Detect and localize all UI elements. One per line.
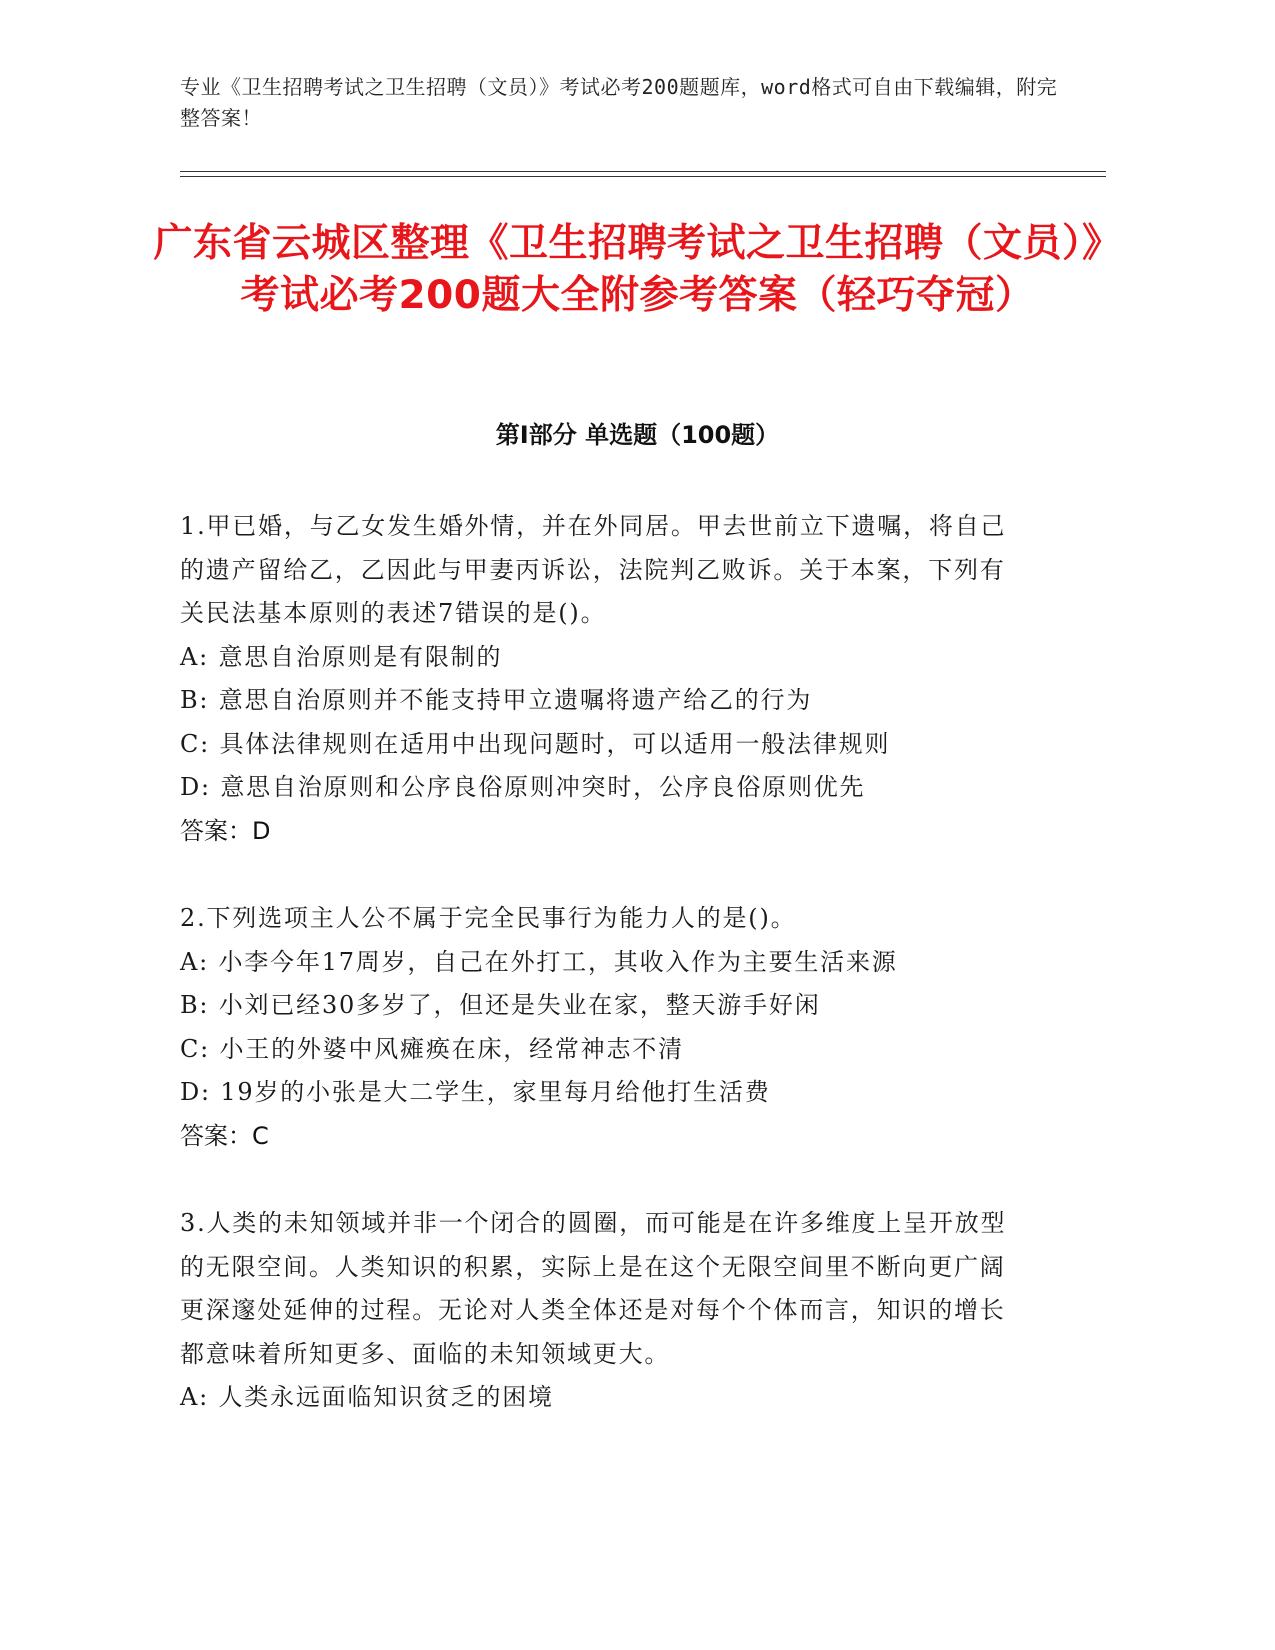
answer: 答案：D: [180, 816, 271, 845]
question-stem: 1.甲已婚，与乙女发生婚外情，并在外同居。甲去世前立下遗嘱，将自己的遗产留给乙，乙因此与甲妻丙诉讼，法院判乙败诉。关于本案，下列有关民法基本原则的表述7错误的是()。: [180, 512, 1007, 627]
answer: 答案：C: [180, 1121, 269, 1150]
question-3: [180, 1202, 1015, 1420]
header-divider-thick: [180, 176, 1106, 177]
option-b: B: 意思自治原则并不能支持甲立遗嘱将遗产给乙的行为: [180, 686, 813, 714]
header-divider-thin: [180, 171, 1106, 172]
option-a: A: 意思自治原则是有限制的: [180, 642, 503, 671]
option-c: C: 小王的外婆中风瘫痪在床，经常神志不清: [180, 1034, 684, 1063]
question-stem: 3.人类的未知领域并非一个闭合的圆圈，而可能是在许多维度上呈开放型的无限空间。人类知识的积累，实际上是在这个无限空间里不断向更广阔更深邃处延伸的过程。无论对人类全体还是对每个个体而言，知识的增长都意味着所知更多、面临的未知领域更大。: [180, 1209, 1007, 1368]
option-a: A: 小李今年17周岁，自己在外打工，其收入作为主要生活来源: [180, 947, 898, 976]
question-2: [180, 897, 1015, 1158]
question-stem: 2.下列选项主人公不属于完全民事行为能力人的是()。: [180, 904, 797, 932]
section-heading: 第Ⅰ部分 单选题（100题）: [495, 421, 780, 449]
option-b: B: 小刘已经30多岁了，但还是失业在家，整天游手好闲: [180, 991, 821, 1019]
document-title: 广东省云城区整理《卫生招聘考试之卫生招聘（文员）》考试必考200题大全附参考答案（轻巧夺冠）: [153, 221, 1122, 318]
option-c: C: 具体法律规则在适用中出现问题时，可以适用一般法律规则: [180, 729, 891, 758]
option-a: A: 人类永远面临知识贫乏的困境: [180, 1383, 554, 1411]
question-list: [180, 505, 1015, 1464]
option-d: D: 意思自治原则和公序良俗原则冲突时，公序良俗原则优先: [180, 773, 866, 801]
option-d: D: 19岁的小张是大二学生，家里每月给他打生活费: [180, 1078, 771, 1106]
question-1: [180, 505, 1015, 853]
header-note: 专业《卫生招聘考试之卫生招聘（文员）》考试必考200题题库，word格式可自由下载编辑，附完整答案！: [180, 75, 1058, 130]
